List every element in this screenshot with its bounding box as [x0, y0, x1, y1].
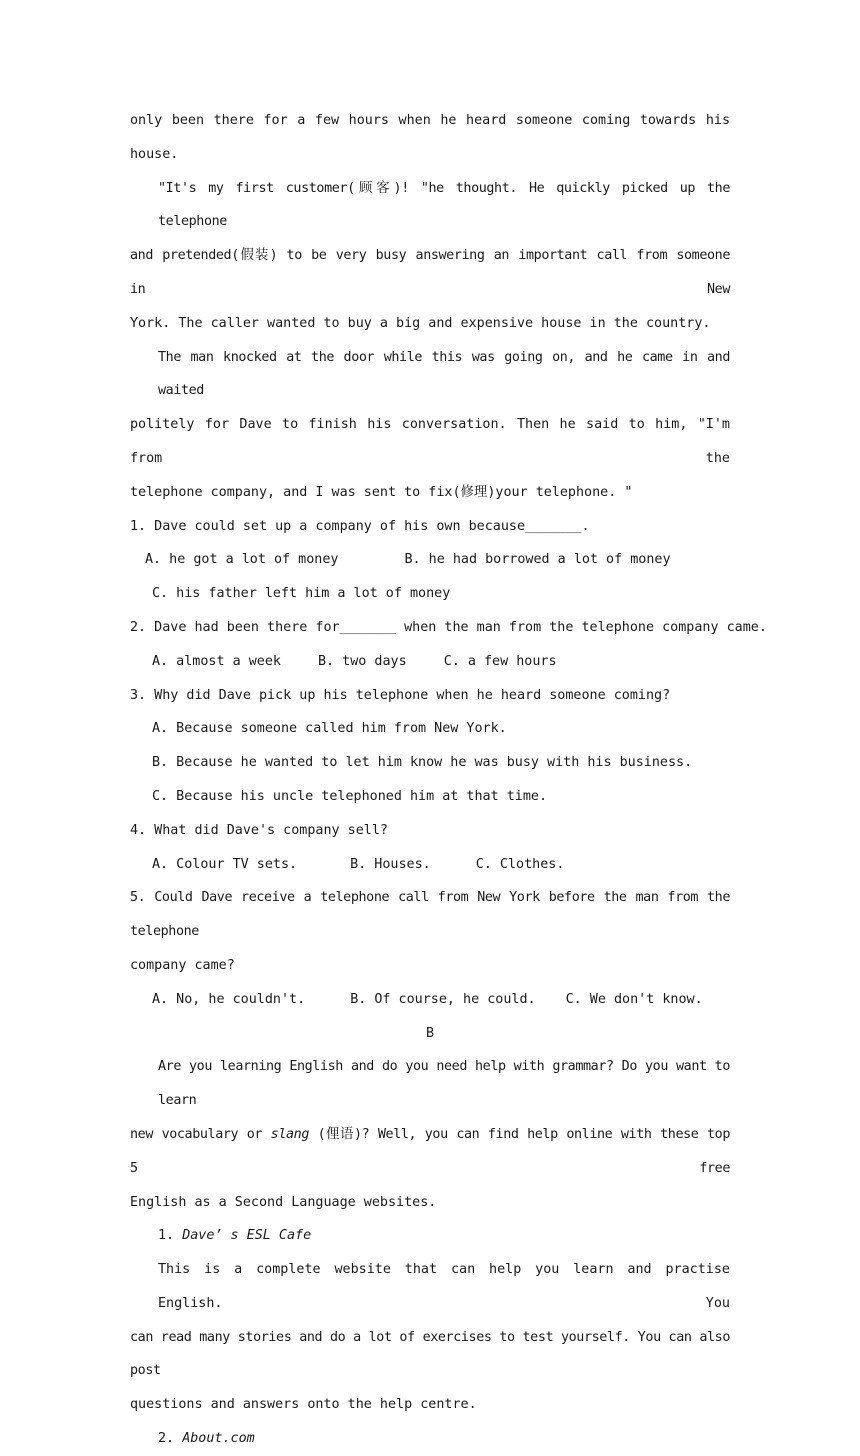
option-b: B. he had borrowed a lot of money [404, 552, 671, 568]
list-number: 2. [158, 1431, 183, 1447]
option-c: C. a few hours [443, 653, 557, 669]
website-heading [130, 1422, 730, 1456]
passage-b-line: Are you learning English and do you need help with grammar? Do you want to learn [158, 1059, 730, 1109]
option-a: A. No, he couldn't. [152, 991, 306, 1007]
option-c: C. We don't know. [565, 991, 703, 1007]
list-number: 1. [158, 1228, 183, 1244]
option-b: B. Because he wanted to let him know he was busy with his business. [152, 755, 693, 771]
option-c: C. his father left him a lot of money [152, 586, 451, 602]
question-3: 3. Why did Dave pick up his telephone when he heard someone coming? [130, 687, 671, 703]
option-a: A. Colour TV sets. [152, 856, 298, 872]
passage-a-line: politely for Dave to finish his conversation. Then he said to him, "I'm from the [130, 417, 730, 466]
option-b: B. Houses. [350, 856, 431, 872]
website-name: About.com [182, 1431, 255, 1447]
passage-a-line: "It's my first customer(顾客)! "he thought. He quickly picked up the telephone [158, 180, 730, 230]
option-c: C. Clothes. [475, 856, 565, 872]
question-4: 4. What did Dave's company sell? [130, 822, 388, 838]
section-b-heading: B [425, 1025, 435, 1041]
text-run: (俚语)? Well, you can find help online with these top 5 free [130, 1126, 730, 1176]
question-options [130, 543, 730, 577]
passage-a-line: and pretended(假装) to be very busy answering an important call from someone in New [130, 248, 730, 297]
question-options [130, 848, 730, 882]
website-name: Dave’ s ESL Cafe [182, 1228, 312, 1244]
passage-b-line: This is a complete website that can help you learn and practise English. You [158, 1262, 730, 1311]
passage-b-line: English as a Second Language websites. [130, 1194, 437, 1210]
document-page [130, 104, 767, 1456]
passage-a-line: The man knocked at the door while this was going on, and he came in and waited [158, 349, 730, 399]
option-b: B. Of course, he could. [350, 991, 536, 1007]
slang-term: slang [270, 1126, 309, 1142]
passage-b-line: questions and answers onto the help centre. [130, 1397, 477, 1413]
option-a: A. almost a week [152, 653, 281, 669]
passage-a-line: only been there for a few hours when he heard someone coming towards his house. [130, 113, 730, 162]
option-b: B. two days [318, 653, 407, 669]
option-c: C. Because his uncle telephoned him at that time. [152, 788, 548, 804]
question-options [130, 645, 730, 679]
text-run: new vocabulary or [130, 1126, 271, 1142]
option-a: A. he got a lot of money [145, 552, 339, 568]
passage-b-line: can read many stories and do a lot of exercises to test yourself. You can also post [130, 1329, 730, 1379]
question-5-continued: company came? [130, 957, 235, 973]
question-options [130, 983, 730, 1017]
website-heading [130, 1219, 730, 1253]
passage-b-line [130, 1118, 730, 1186]
question-5: 5. Could Dave receive a telephone call from New York before the man from the telephone [130, 890, 730, 940]
passage-a-line: York. The caller wanted to buy a big and expensive house in the country. [130, 315, 711, 331]
passage-a-line: telephone company, and I was sent to fix(修理)your telephone. " [130, 484, 633, 500]
question-1: 1. Dave could set up a company of his own because_______. [130, 518, 590, 534]
option-a: A. Because someone called him from New York. [152, 721, 507, 737]
question-2: 2. Dave had been there for_______ when the man from the telephone company came. [130, 619, 767, 635]
